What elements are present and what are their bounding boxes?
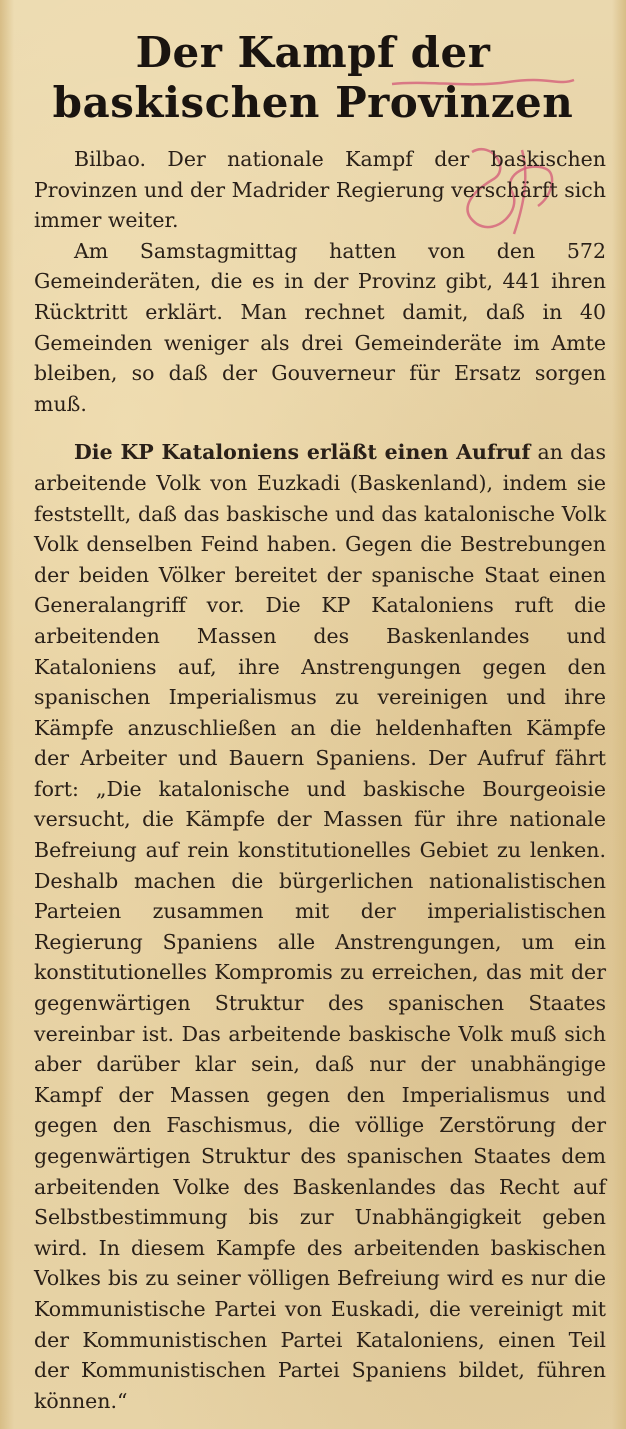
- paragraph-lead: Die KP Kataloniens erläßt einen Aufruf: [74, 440, 531, 465]
- headline: Der Kampf der baskischen Provinzen: [52, 28, 574, 127]
- paragraph-text: Am Samstagmittag hatten von den 572 Gemeinderäten, die es in der Provinz gibt, 441 ihren Rücktritt erklärt. Man rechnet damit, daß in 40 Gemeinden weniger als drei Gemeinderäte im Amte bleiben, so daß der Gouverneur für Ersatz sorgen muß.: [34, 238, 606, 416]
- paper-edge-left: [0, 0, 14, 1429]
- paper-edge-right: [612, 0, 626, 1429]
- paragraph-text: an das arbeitende Volk von Euzkadi (Baskenland), indem sie feststellt, daß das baskische und das katalonische Volk Volk denselben Feind haben. Gegen die Bestrebungen der beiden Völker bereitet der spanische Staat einen Generalangriff vor. Die KP Kataloniens ruft die arbeitenden Massen des Baskenlandes und Kataloniens auf, ihre Anstrengungen gegen den spanischen Imperialismus zu vereinigen und ihre Kämpfe anzuschließen an die heldenhaften Kämpfe der Arbeiter und Bauern Spaniens. Der Aufruf fährt fort: „Die katalonische und baskische Bourgeoisie versucht, die Kämpfe der Massen für ihre nationale Befreiung auf rein konstitutionelles Gebiet zu lenken. Deshalb machen die bürgerlichen nationalistischen Parteien zusammen mit der imperialistischen Regierung Spaniens alle Anstrengungen, um ein konstitutionelles Kompromis zu erreichen, das mit der gegenwärtigen Struktur des spanischen Staates vereinbar ist. Das arbeitende baskische Volk muß sich aber darüber klar sein, daß nur der unabhängige Kampf der Massen gegen den Imperialismus und gegen den Faschismus, die völlige Zerstörung der gegenwärtigen Struktur des spanischen Staates dem arbeitenden Volke des Baskenlandes das Recht auf Selbstbestimmung bis zur Unabhängigkeit geben wird. In diesem Kampfe des arbeitenden baskischen Volkes bis zu seiner völligen Befreiung wird es nur die Kommunistische Partei von Euskadi, die vereinigt mit der Kommunistischen Partei Kataloniens, einen Teil der Kommunistischen Partei Spaniens bildet, führen können.“: [34, 440, 607, 1413]
- article-paragraph-2: [34, 236, 606, 420]
- pencil-underline-mark: [388, 74, 578, 92]
- article-paragraph-1: [34, 144, 606, 236]
- article-paragraph-3: [34, 437, 606, 1416]
- paragraph-text: Bilbao. Der nationale Kampf der baskischen Provinzen und der Madrider Regierung verschärft sich immer weiter.: [34, 147, 606, 233]
- article-body: [34, 144, 606, 1416]
